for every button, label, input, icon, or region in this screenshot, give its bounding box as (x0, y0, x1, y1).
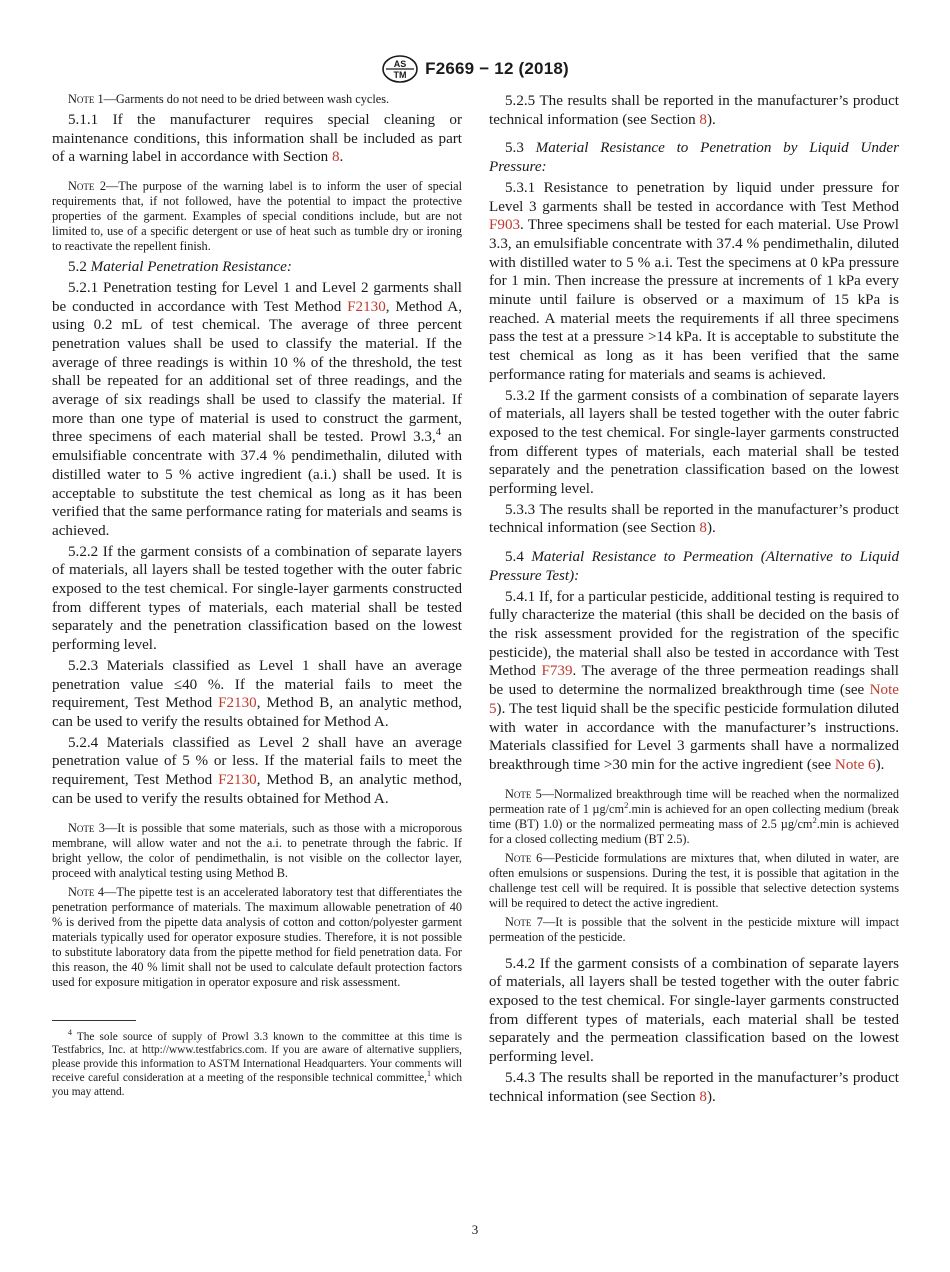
footnote-ref-4[interactable]: 4 (435, 427, 441, 439)
heading-5-2: 5.2 Material Penetration Resistance: (68, 259, 292, 276)
svg-text:AS: AS (393, 59, 407, 69)
note-label: Note (505, 850, 532, 865)
svg-text:TM: TM (393, 70, 407, 80)
note-6-link[interactable]: Note 6 (834, 756, 876, 773)
paragraph-5-4-3: 5.4.3 The results shall be reported in the manufacturer’s product technical information (see Section 8). (489, 1069, 899, 1105)
paragraph-5-2-4: 5.2.4 Materials classified as Level 2 shall have an average penetration value of 5 % or less. If the material fails to meet the requirement, Test Method F2130, Method B, an analytic method, can be used to verify the results obtained for Method A. (52, 734, 462, 807)
paragraph-5-2-3: 5.2.3 Materials classified as Level 1 shall have an average penetration value ≤40 %. If the material fails to meet the requirement, Test Method F2130, Method B, an analytic method, can be used to verify the results obtained for Method A. (52, 657, 462, 730)
f2130-link[interactable]: F2130 (347, 298, 386, 315)
astm-logo-icon (381, 54, 419, 84)
note-6: Note 6—Pesticide formulations are mixtures that, when diluted in water, are often emulsions or suspensions. During the test, it is possible that agitation in the challenge test cell will be required. It is possible that selective detection systems will be required to detect the active ingredient. (489, 850, 899, 910)
f739-link[interactable]: F739 (541, 663, 573, 680)
note-3: Note 3—It is possible that some materials, such as those with a microporous membrane, will allow water and not the a.i. to penetrate through the fabric. If bright yellow, the color of pendimethalin, is not visible on the collector layer, proceed with analytical testing using Method B. (52, 820, 462, 880)
f2130-link[interactable]: F2130 (218, 772, 257, 789)
note-7: Note 7—It is possible that the solvent in the pesticide mixture will impact permeation of the pesticide. (489, 914, 899, 944)
paragraph-5-2-5: 5.2.5 The results shall be reported in the manufacturer’s product technical information (see Section 8). (489, 93, 899, 128)
f2130-link[interactable]: F2130 (218, 695, 257, 712)
paragraph-5-3-3: 5.3.3 The results shall be reported in the manufacturer’s product technical information (see Section 8). (489, 501, 899, 537)
section-8-link[interactable]: 8 (699, 520, 707, 537)
note-4: Note 4—The pipette test is an accelerated laboratory test that differentiates the penetration performance of materials. The maximum allowable penetration of 40 % is derived from the pipette data analysis of cotton and cotton/polyester garment materials typically used for operator exposure studies. Therefore, it is not possible to substitute laboratory data from the pipette method for field penetration data. For this reason, the 40 % limit shall not be used to calculate default protection factors used for exposure mitigation in operator exposure and risk assessment. (52, 884, 462, 989)
heading-5-3: 5.3 Material Resistance to Penetration by Liquid Under Pressure: (489, 140, 899, 176)
f903-link[interactable]: F903 (489, 217, 521, 234)
footnote-divider (52, 1020, 136, 1021)
document-designation: F2669 − 12 (2018) (425, 59, 569, 78)
note-label: Note (505, 786, 532, 801)
section-8-link[interactable]: 8 (699, 1088, 707, 1105)
section-8-link[interactable]: 8 (331, 149, 340, 166)
note-label: Note (68, 820, 95, 835)
note-label: Note (68, 884, 95, 899)
note-1: Note 1—Garments do not need to be dried between wash cycles. (68, 92, 390, 106)
note-5-link[interactable]: Note 5 (489, 682, 899, 717)
section-8-link[interactable]: 8 (699, 111, 707, 128)
note-label: Note (68, 179, 95, 194)
paragraph-5-2-1: 5.2.1 Penetration testing for Level 1 and Level 2 garments shall be conducted in accordance with Test Method F2130, Method A, using 0.2 mL of test chemical. The average of three percent penetration values shall be used to classify the material. If the average of three readings is within 10 % of the threshold, the test shall be repeated for an additional set of three readings, and the average of six readings shall be used to classify the material. If more than one type of material is used to construct the garment, three specimens of each material shall be tested. Prowl 3.3,$^4$ an emulsifiable concentrate with 37.4 % pendimethalin, diluted with distilled water to 5 % active ingredient (a.i.) shall be used. It is acceptable to substitute the test chemical as long as it has been verified that the same performance rating for materials and seams is achieved. (52, 279, 462, 539)
page-number: 3 (471, 1222, 479, 1237)
paragraph-5-2-2: 5.2.2 If the garment consists of a combination of separate layers of materials, all layers shall be tested together with the outer fabric exposed to the test chemical. For single-layer garments constructed from different types of materials, each material shall be tested separately and the penetration classification based on the lowest performing level. (52, 543, 462, 654)
paragraph-5-3-2: 5.3.2 If the garment consists of a combination of separate layers of materials, all layers shall be tested together with the outer fabric exposed to the test chemical. For single-layer garments constructed from different types of materials, each material shall be tested separately and the penetration classification based on the lowest performing level. (489, 387, 899, 498)
paragraph-5-3-1: 5.3.1 Resistance to penetration by liquid under pressure for Level 3 garments shall be tested in accordance with Test Method F903. Three specimens shall be tested for each material. Use Prowl 3.3, an emulsifiable concentrate with 37.4 % pendimethalin, diluted with distilled water to 5 % a.i. Test the specimens at 0 kPa pressure for 1 min. Then increase the pressure at increments of 1 kPa every minute until failure is observed or a maximum of 15 kPa is reached. A material meets the requirements if all three specimens pass the test at a pressure >14 kPa. It is acceptable to substitute the test chemical as long as it has been verified that the same performance rating for materials and seams is achieved. (489, 179, 899, 383)
paragraph-5-4-1: 5.4.1 If, for a particular pesticide, additional testing is required to fully characterize the material (this shall be decided on the basis of the risk assessment provided for the registration of the specific pesticide), the material shall also be tested in accordance with Test Method F739. The average of the three permeation readings shall be used to determine the normalized breakthrough time (see Note 5). The test liquid shall be the specific pesticide formulation diluted with water in accordance with the manufacturer’s instructions. Materials classified for Level 3 garments shall have a normalized breakthrough time >30 min for the active ingredient (see Note 6). (489, 588, 899, 773)
page-header (0, 54, 950, 84)
footnote-4: $^4$ The sole source of supply of Prowl 3.3 known to the committee at this time is Testfabrics, Inc. at http://www.testfabrics.com. If you are aware of alternative suppliers, please provide this information to ASTM International Headquarters. Your comments will receive careful consideration at a meeting of the responsible technical committee,$^1$ which you may attend. (52, 1027, 462, 1099)
note-label: Note (68, 92, 95, 106)
right-column (489, 92, 899, 1108)
paragraph-5-4-2: 5.4.2 If the garment consists of a combination of separate layers of materials, all layers shall be tested together with the outer fabric exposed to the test chemical. For single-layer garments constructed from different types of materials, each material shall be tested separately and the permeation classification based on the lowest performing level. (489, 955, 899, 1066)
heading-5-4: 5.4 Material Resistance to Permeation (Alternative to Liquid Pressure Test): (489, 549, 900, 584)
left-column (52, 92, 462, 1100)
note-label: Note (505, 914, 532, 929)
note-2: Note 2—The purpose of the warning label is to inform the user of special requirements that, if not followed, have the potential to impact the protective properties of the garment. Examples of special conditions include, but are not limited to, use of a specific detergent or use of heat such as tumble dry or ironing to reactivate the repellent finish. (52, 179, 462, 254)
note-5: Note 5—Normalized breakthrough time will be reached when the normalized permeation rate of 1 $\mu g/cm^2.\min$ is achieved for an open collecting medium (break time (BT) 1.0) or the normalized permeating mass of 2.5 $\mu g/cm^2.\min$ is achieved for a closed collecting medium (BT 2.5). (489, 786, 900, 846)
paragraph-5-1-1: 5.1.1 If the manufacturer requires special cleaning or maintenance conditions, this information shall be included as part of a warning label in accordance with Section 8. (52, 112, 462, 166)
